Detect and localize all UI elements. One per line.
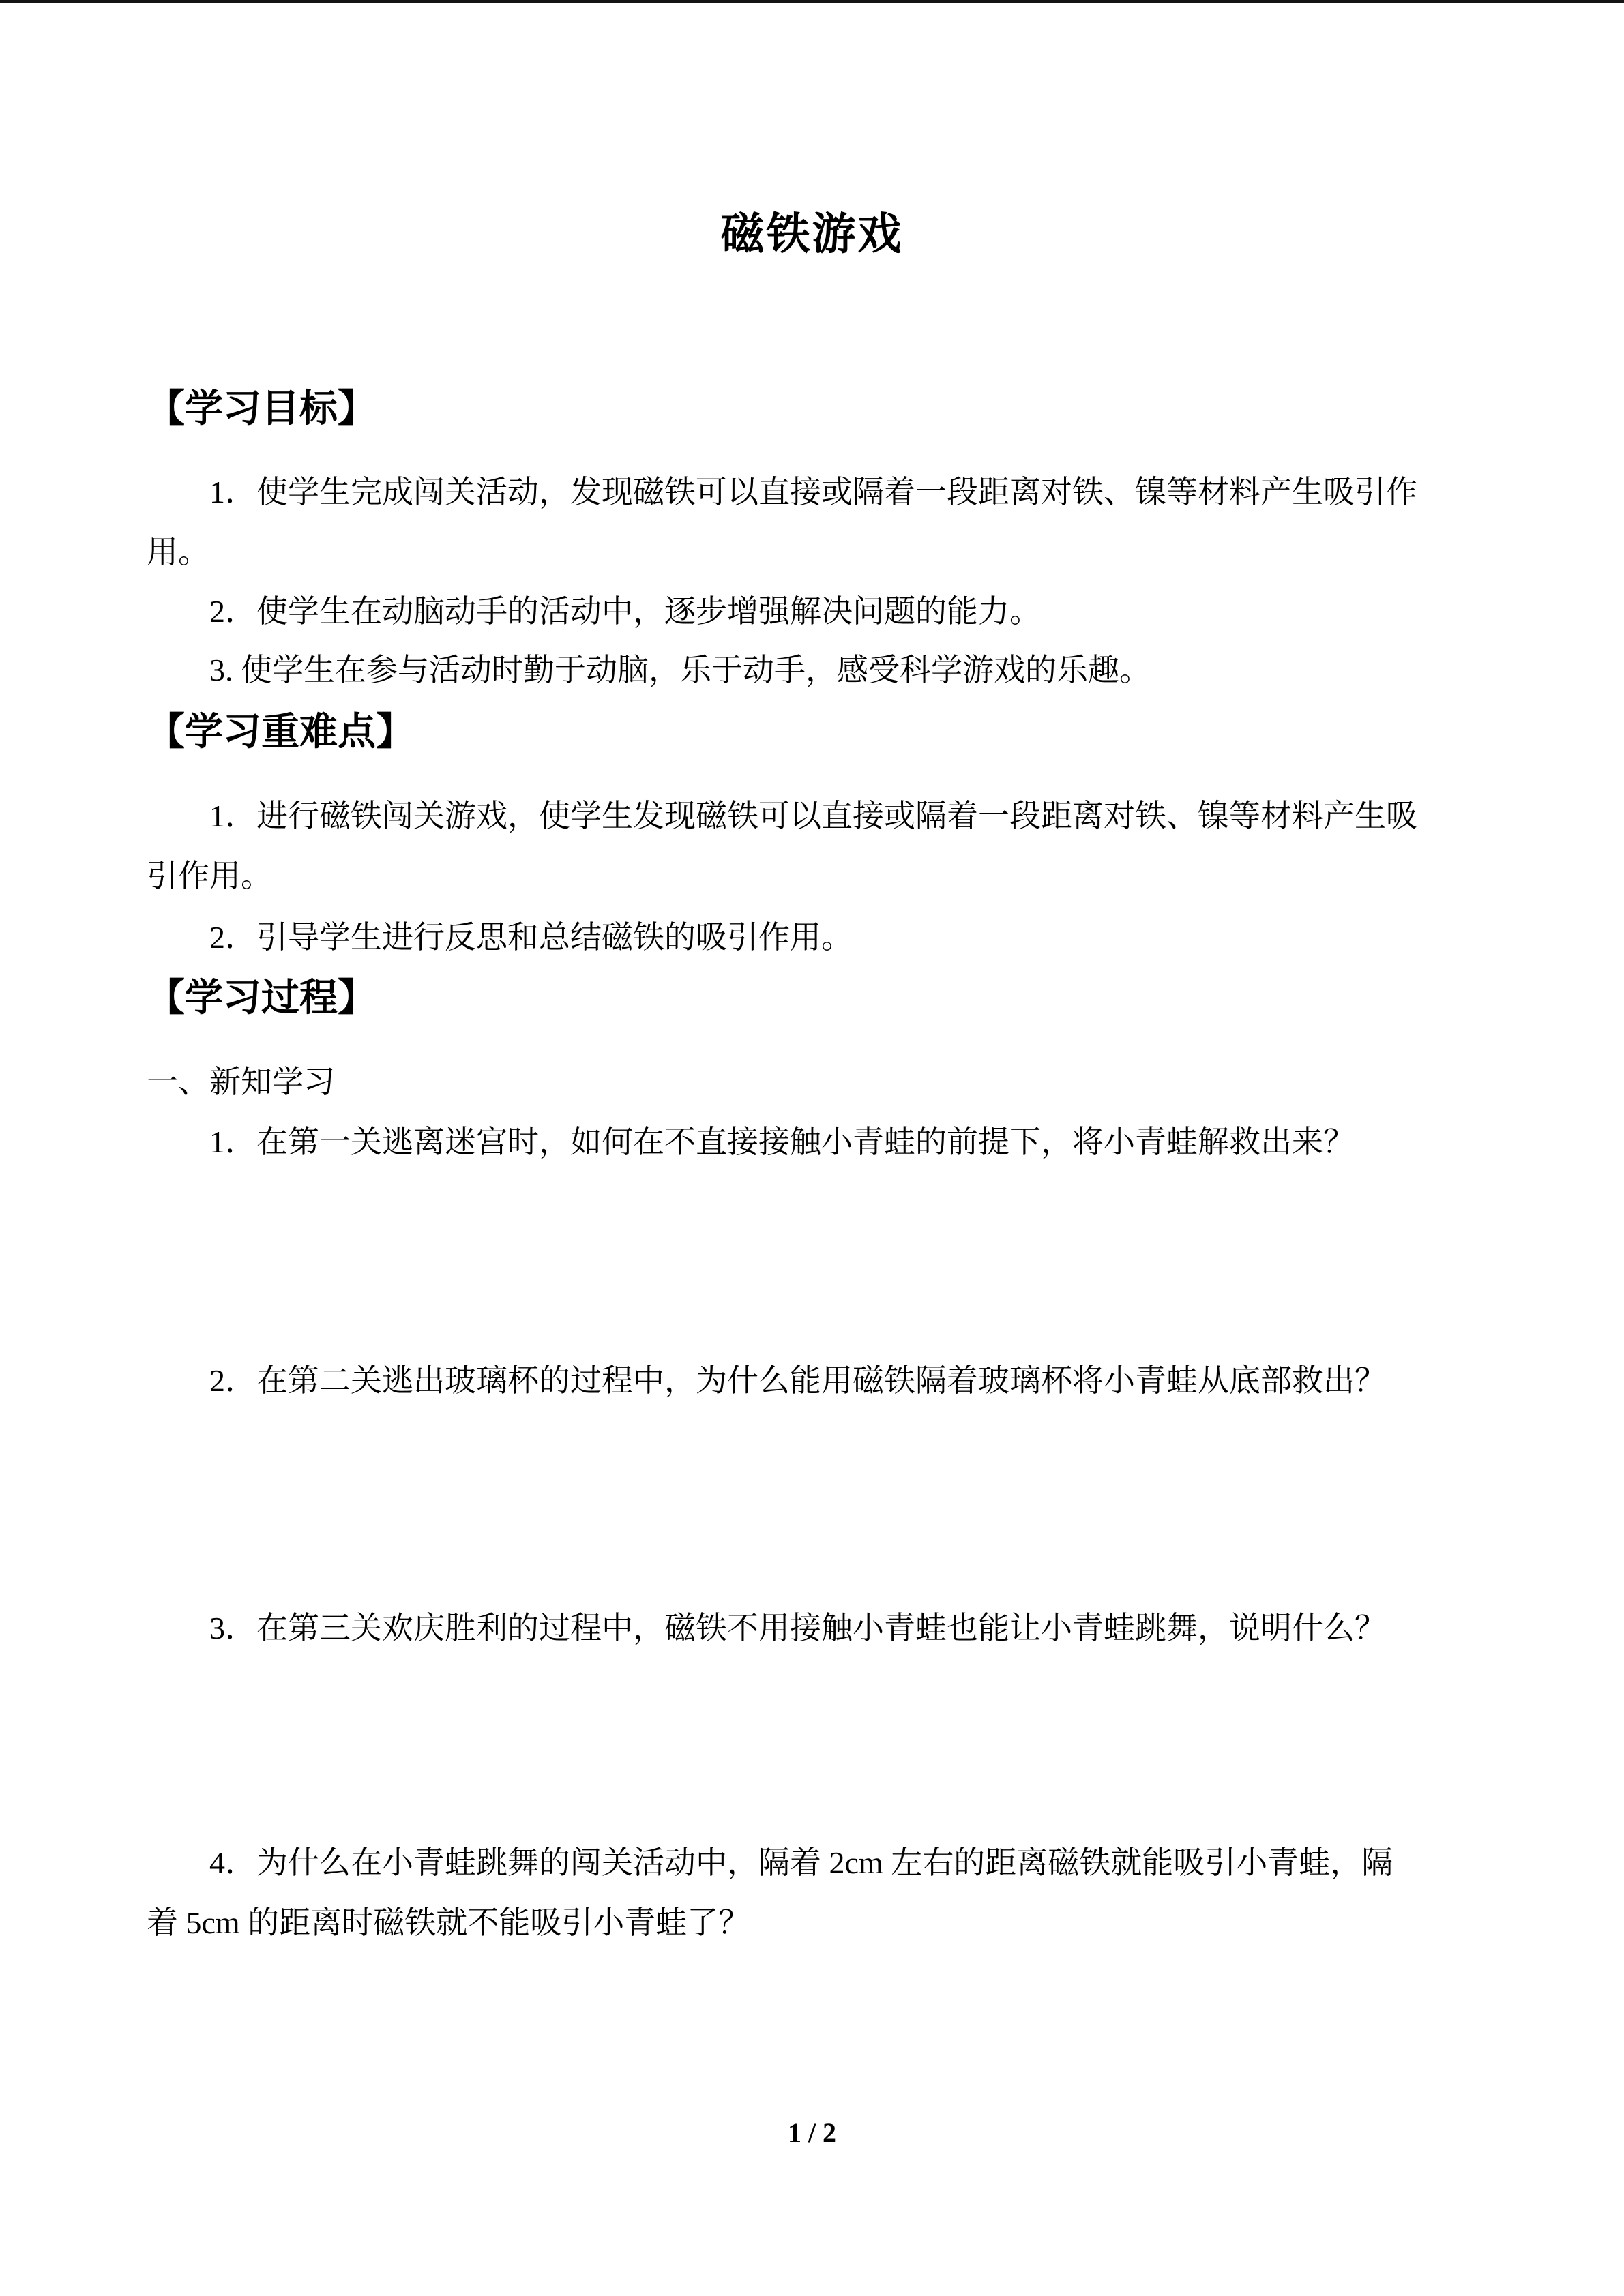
key-point-item-2-line-1: 2．引导学生进行反思和总结磁铁的吸引作用。: [209, 920, 853, 955]
process-subheading-new-knowledge: 一、新知学习: [147, 1064, 335, 1099]
objective-item-2-line-1: 2．使学生在动脑动手的活动中，逐步增强解决问题的能力。: [209, 594, 1041, 629]
section-heading-learning-process: 【学习过程】: [147, 977, 376, 1019]
document-title: 磁铁游戏: [720, 210, 904, 258]
section-heading-learning-objectives: 【学习目标】: [147, 388, 376, 430]
process-question-3: [147, 1598, 1477, 1658]
key-point-item-1-line-2: 引作用。: [147, 859, 272, 893]
key-point-item-1-line-1: 1．进行磁铁闯关游戏，使学生发现磁铁可以直接或隔着一段距离对铁、镍等材料产生吸: [209, 799, 1417, 833]
objective-item-3: [147, 640, 1477, 700]
process-question-4-line-2: 着 5cm 的距离时磁铁就不能吸引小青蛙了？: [147, 1905, 750, 1940]
section-heading-key-points: 【学习重难点】: [147, 711, 414, 754]
process-question-1: [147, 1112, 1477, 1172]
objective-item-1: [147, 462, 1477, 582]
process-question-4-line-1: 4．为什么在小青蛙跳舞的闯关活动中，隔着 2cm 左右的距离磁铁就能吸引小青蛙，隔: [209, 1845, 1393, 1880]
objective-item-1-line-2: 用。: [147, 535, 209, 569]
objective-item-1-line-1: 1．使学生完成闯关活动，发现磁铁可以直接或隔着一段距离对铁、镍等材料产生吸引作: [209, 475, 1417, 509]
process-question-3-line-1: 3．在第三关欢庆胜利的过程中，磁铁不用接触小青蛙也能让小青蛙跳舞，说明什么？: [209, 1611, 1386, 1645]
objective-item-3-line-1: 3. 使学生在参与活动时勤于动脑，乐于动手，感受科学游戏的乐趣。: [209, 653, 1151, 687]
process-question-2-line-1: 2．在第二关逃出玻璃杯的过程中，为什么能用磁铁隔着玻璃杯将小青蛙从底部救出？: [209, 1363, 1386, 1398]
screenshot-top-edge: [0, 0, 1624, 3]
process-question-2: [147, 1351, 1477, 1411]
process-question-4: [147, 1833, 1477, 1953]
page-number-indicator: 1 / 2: [787, 2117, 837, 2148]
key-point-item-2: [147, 908, 1477, 968]
process-question-1-line-1: 1．在第一关逃离迷宫时，如何在不直接接触小青蛙的前提下，将小青蛙解救出来？: [209, 1124, 1355, 1159]
objective-item-2: [147, 582, 1477, 642]
key-point-item-1: [147, 786, 1477, 906]
